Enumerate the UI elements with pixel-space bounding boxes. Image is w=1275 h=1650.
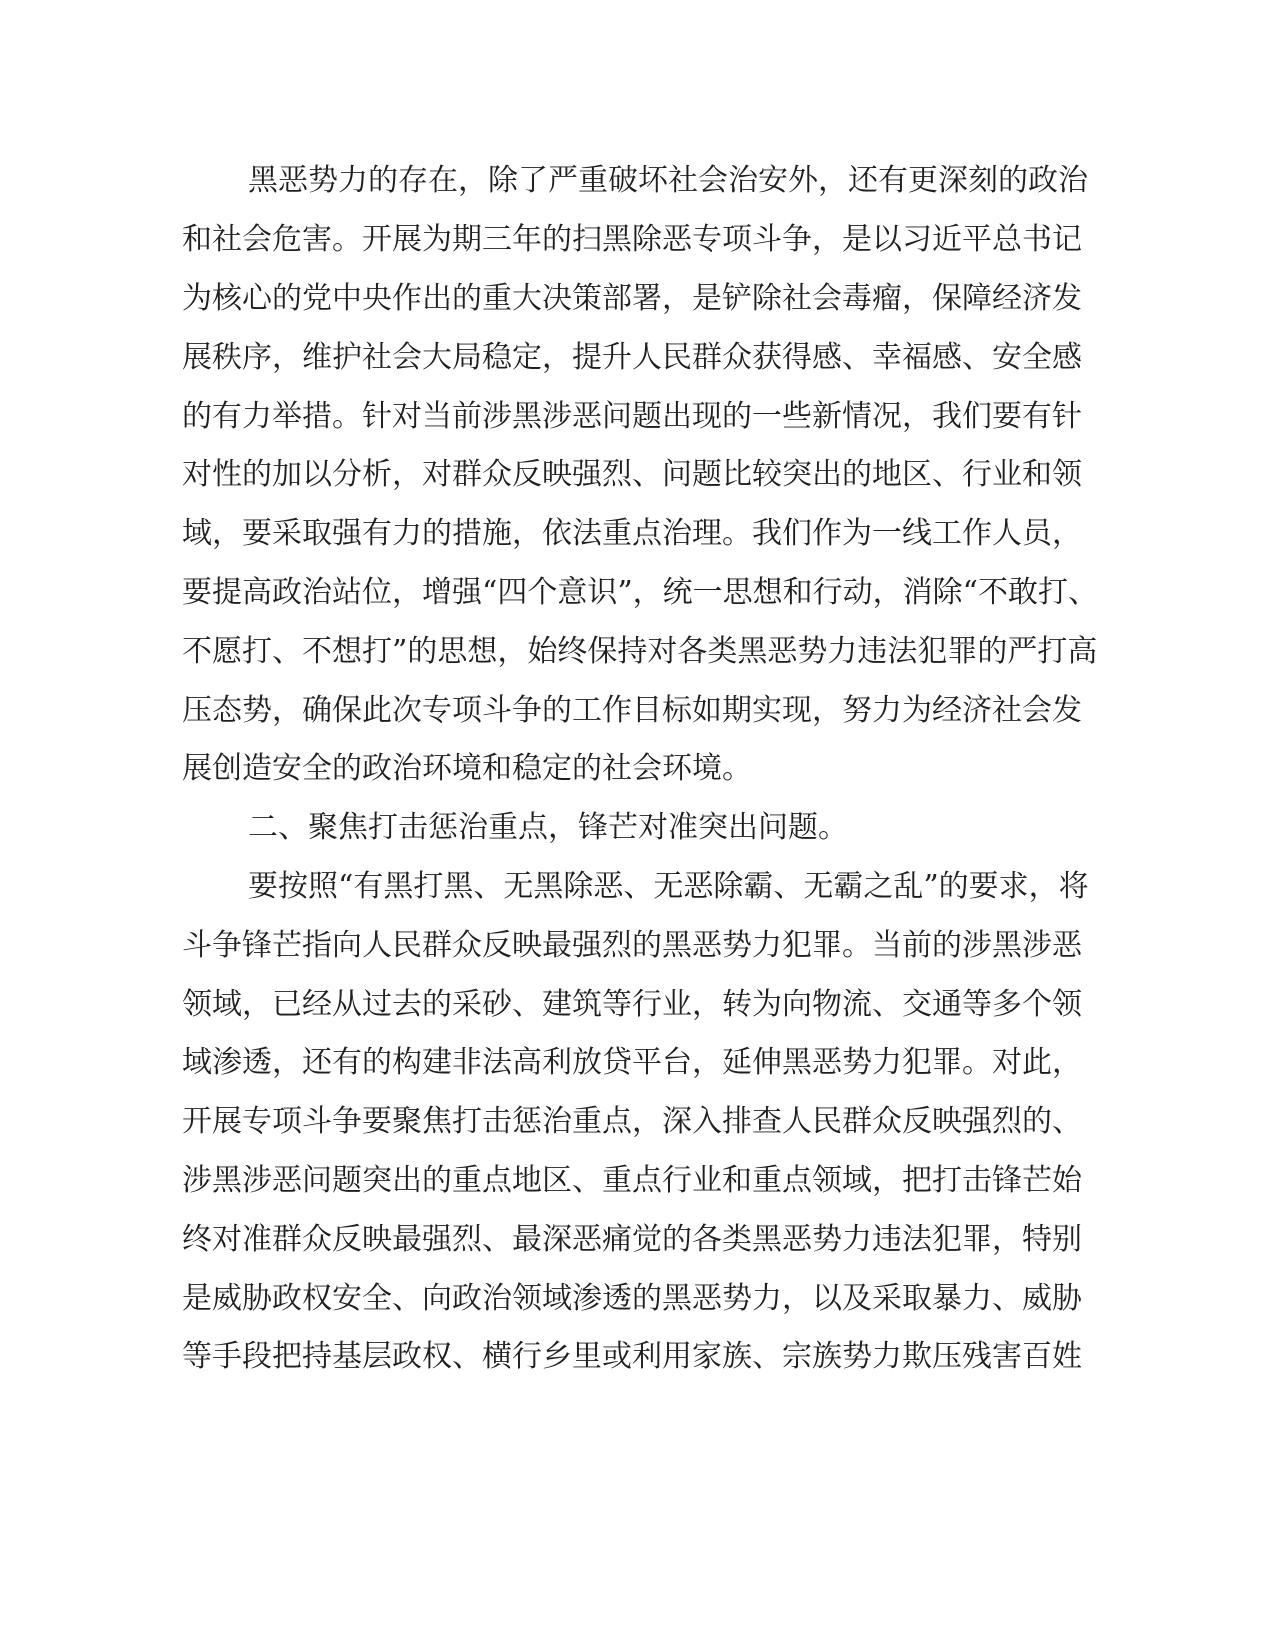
text-line: 和社会危害。开展为期三年的扫黑除恶专项斗争，是以习近平总书记 — [182, 222, 1082, 257]
text-line: 域，要采取强有力的措施，依法重点治理。我们作为一线工作人员， — [182, 516, 1082, 551]
text-line: 要按照“有黑打黑、无黑除恶、无恶除霸、无霸之乱”的要求，将 — [248, 869, 1089, 904]
text-line: 领域，已经从过去的采砂、建筑等行业，转为向物流、交通等多个领 — [182, 987, 1082, 1022]
text-line: 等手段把持基层政权、横行乡里或利用家族、宗族势力欺压残害百姓 — [182, 1339, 1082, 1374]
text-line: 黑恶势力的存在，除了严重破坏社会治安外，还有更深刻的政治 — [248, 163, 1088, 198]
text-line: 的有力举措。针对当前涉黑涉恶问题出现的一些新情况，我们要有针 — [182, 399, 1082, 434]
text-line: 开展专项斗争要聚焦打击惩治重点，深入排查人民群众反映强烈的、 — [182, 1104, 1082, 1139]
text-line: 要提高政治站位，增强“四个意识”，统一思想和行动，消除“不敢打、 — [182, 575, 1099, 610]
text-line: 展创造安全的政治环境和稳定的社会环境。 — [182, 751, 752, 786]
text-line: 域渗透，还有的构建非法高利放贷平台，延伸黑恶势力犯罪。对此， — [182, 1045, 1082, 1080]
text-line: 压态势，确保此次专项斗争的工作目标如期实现，努力为经济社会发 — [182, 693, 1082, 728]
text-line: 展秩序，维护社会大局稳定，提升人民群众获得感、幸福感、安全感 — [182, 340, 1082, 375]
text-line: 斗争锋芒指向人民群众反映最强烈的黑恶势力犯罪。当前的涉黑涉恶 — [182, 928, 1082, 963]
text-line: 为核心的党中央作出的重大决策部署，是铲除社会毒瘤，保障经济发 — [182, 281, 1082, 316]
text-line: 是威胁政权安全、向政治领域渗透的黑恶势力，以及采取暴力、威胁 — [182, 1281, 1082, 1316]
text-line: 对性的加以分析，对群众反映强烈、问题比较突出的地区、行业和领 — [182, 457, 1082, 492]
text-line: 终对准群众反映最强烈、最深恶痛觉的各类黑恶势力违法犯罪，特别 — [182, 1222, 1082, 1257]
text-line: 涉黑涉恶问题突出的重点地区、重点行业和重点领域，把打击锋芒始 — [182, 1163, 1082, 1198]
text-line: 不愿打、不想打”的思想，始终保持对各类黑恶势力违法犯罪的严打高 — [182, 634, 1098, 669]
section-heading: 二、聚焦打击惩治重点，锋芒对准突出问题。 — [248, 810, 848, 845]
